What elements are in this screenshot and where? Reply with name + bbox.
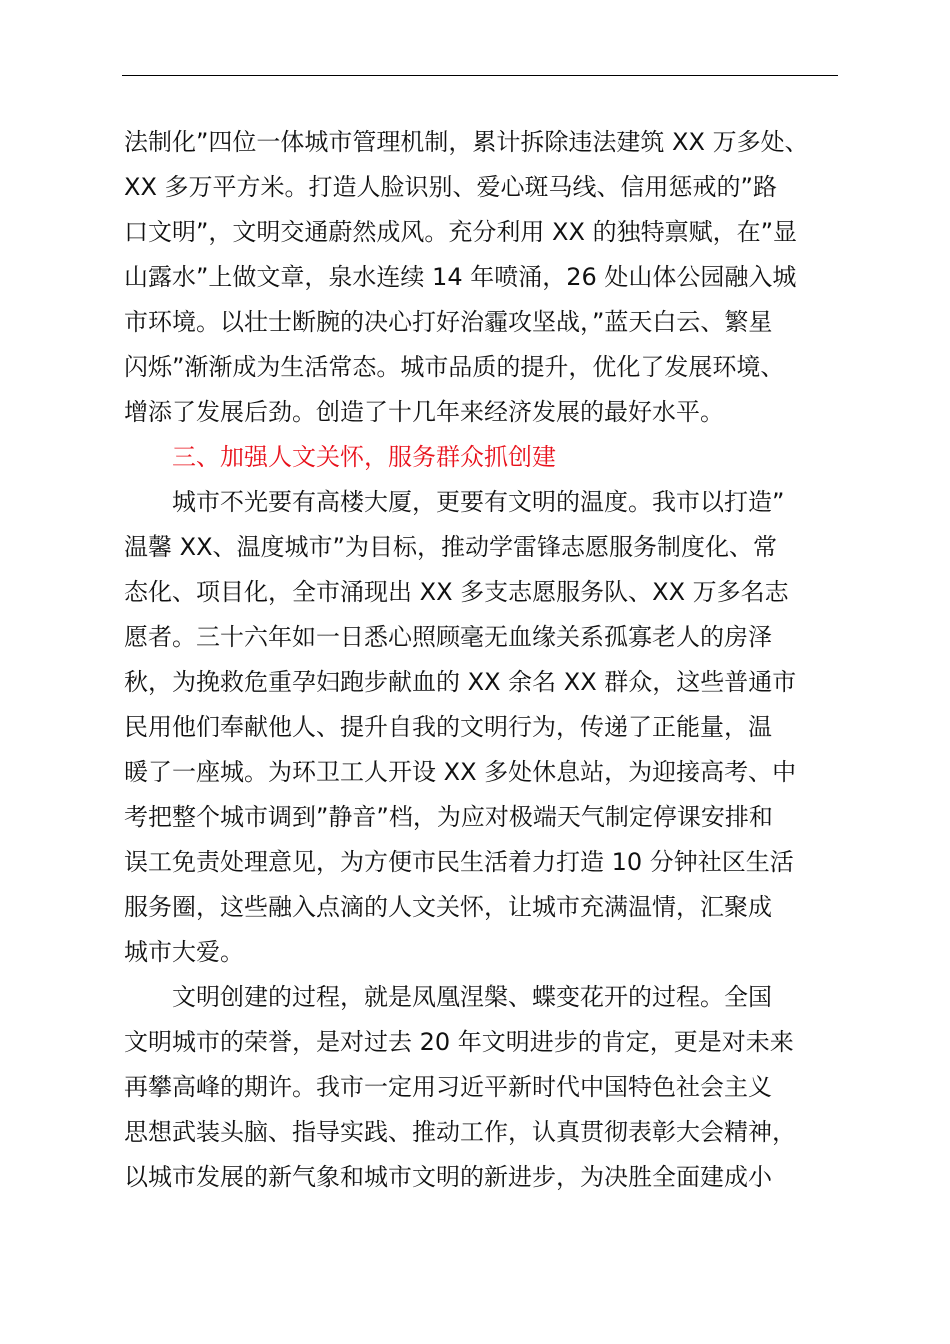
text-line: 文明城市的荣誉，是对过去 20 年文明进步的肯定，更是对未来 bbox=[124, 1028, 794, 1056]
text-line: 山露水”上做文章，泉水连续 14 年喷涌，26 处山体公园融入城 bbox=[124, 263, 797, 291]
text-line: 市环境。以壮士断腕的决心打好治霾攻坚战，”蓝天白云、繁星 bbox=[124, 308, 773, 336]
text-line: 文明创建的过程，就是凤凰涅槃、蝶变花开的过程。全国 bbox=[172, 983, 772, 1011]
document-body bbox=[124, 120, 844, 1200]
header-rule bbox=[122, 75, 838, 76]
text-line: 秋，为挽救危重孕妇跑步献血的 XX 余名 XX 群众，这些普通市 bbox=[124, 668, 797, 696]
text-line: 民用他们奉献他人、提升自我的文明行为，传递了正能量，温 bbox=[124, 713, 772, 741]
text-line: 服务圈，这些融入点滴的人文关怀，让城市充满温情，汇聚成 bbox=[124, 893, 772, 921]
section-heading: 三、加强人文关怀，服务群众抓创建 bbox=[172, 443, 556, 471]
text-line: 误工免责处理意见，为方便市民生活着力打造 10 分钟社区生活 bbox=[124, 848, 794, 876]
text-line: 暖了一座城。为环卫工人开设 XX 多处休息站，为迎接高考、中 bbox=[124, 758, 797, 786]
text-line: 思想武装头脑、指导实践、推动工作，认真贯彻表彰大会精神， bbox=[124, 1118, 796, 1146]
text-line: 闪烁”渐渐成为生活常态。城市品质的提升，优化了发展环境、 bbox=[124, 353, 785, 381]
text-line: 愿者。三十六年如一日悉心照顾毫无血缘关系孤寡老人的房泽 bbox=[124, 623, 772, 651]
text-line: 增添了发展后劲。创造了十几年来经济发展的最好水平。 bbox=[124, 398, 724, 426]
text-line: 城市大爱。 bbox=[124, 938, 244, 966]
text-line: 态化、项目化，全市涌现出 XX 多支志愿服务队、XX 万多名志 bbox=[124, 578, 789, 606]
text-line: 再攀高峰的期许。我市一定用习近平新时代中国特色社会主义 bbox=[124, 1073, 772, 1101]
text-line: 考把整个城市调到”静音”档，为应对极端天气制定停课安排和 bbox=[124, 803, 773, 831]
text-line: 法制化”四位一体城市管理机制，累计拆除违法建筑 XX 万多处、 bbox=[124, 128, 809, 156]
text-line: 温馨 XX、温度城市”为目标，推动学雷锋志愿服务制度化、常 bbox=[124, 533, 777, 561]
text-line: XX 多万平方米。打造人脸识别、爱心斑马线、信用惩戒的”路 bbox=[124, 173, 777, 201]
text-line: 城市不光要有高楼大厦，更要有文明的温度。我市以打造” bbox=[172, 488, 785, 516]
text-line: 口文明”，文明交通蔚然成风。充分利用 XX 的独特禀赋，在”显 bbox=[124, 218, 798, 246]
text-line: 以城市发展的新气象和城市文明的新进步，为决胜全面建成小 bbox=[124, 1163, 772, 1191]
